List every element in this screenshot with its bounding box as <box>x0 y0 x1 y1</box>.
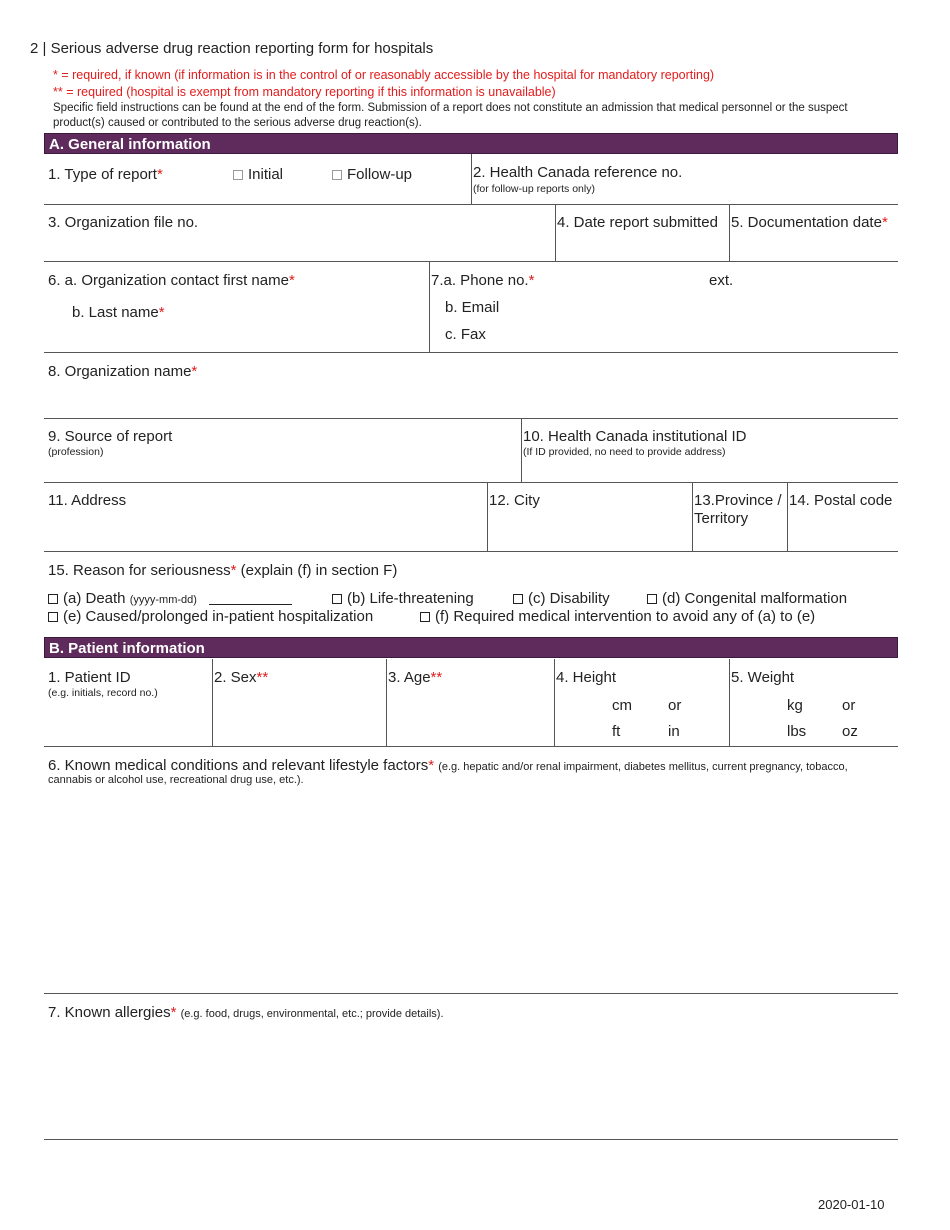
required2-note: ** = required (hospital is exempt from mandatory reporting if this information is unavailable) <box>53 85 556 99</box>
institutional-id-label: 10. Health Canada institutional ID <box>523 428 747 445</box>
disability-checkbox[interactable]: (c) Disability <box>513 590 610 607</box>
checkbox-icon <box>332 170 342 180</box>
required-note: * = required, if known (if information is in the control of or reasonably accessible by the hospital for mandatory reporting) <box>53 68 715 82</box>
checkbox-icon <box>420 612 430 622</box>
checkbox-icon <box>513 594 523 604</box>
sex-label: 2. Sex** <box>214 669 269 686</box>
kg-unit: kg <box>787 697 803 714</box>
hospitalization-checkbox[interactable]: (e) Caused/prolonged in-patient hospitalization <box>48 608 373 625</box>
documentation-date-label: 5. Documentation date* <box>731 214 888 231</box>
email-label: b. Email <box>445 299 500 316</box>
death-date-line[interactable] <box>209 604 292 605</box>
seriousness-label: 15. Reason for seriousness* (explain (f) in section F) <box>48 562 398 579</box>
weight-or: or <box>842 697 856 714</box>
fax-label: c. Fax <box>445 326 486 343</box>
cm-unit: cm <box>612 697 632 714</box>
checkbox-icon <box>48 612 58 622</box>
checkbox-icon <box>48 594 58 604</box>
contact-first-name-label: 6. a. Organization contact first name* <box>48 272 295 289</box>
org-file-label: 3. Organization file no. <box>48 214 199 231</box>
checkbox-icon <box>647 594 657 604</box>
hc-reference-label: 2. Health Canada reference no. <box>473 164 683 181</box>
hc-reference-sub: (for follow-up reports only) <box>473 183 595 195</box>
section-b-header: B. Patient information <box>44 637 898 658</box>
death-checkbox[interactable]: (a) Death (yyyy-mm-dd) <box>48 590 197 609</box>
lbs-unit: lbs <box>787 723 807 740</box>
follow-up-checkbox[interactable]: Follow-up <box>332 166 412 183</box>
allergies-label: 7. Known allergies* (e.g. food, drugs, environmental, etc.; provide details). <box>48 1004 444 1021</box>
instructions-note: Specific field instructions can be found at the end of the form. Submission of a report does not constitute an admission that medical personnel or the suspect product(s) caused or contributed to the serious adverse drug reaction(s). <box>53 102 848 129</box>
oz-unit: oz <box>842 723 858 740</box>
section-a-header: A. General information <box>44 133 898 154</box>
institutional-id-sub: (If ID provided, no need to provide address) <box>523 446 726 458</box>
address-label: 11. Address <box>48 492 127 509</box>
patient-id-label: 1. Patient ID <box>48 669 131 686</box>
medical-intervention-checkbox[interactable]: (f) Required medical intervention to avoid any of (a) to (e) <box>420 608 815 625</box>
checkbox-icon <box>233 170 243 180</box>
initial-checkbox[interactable]: Initial <box>233 166 283 183</box>
patient-id-sub: (e.g. initials, record no.) <box>48 687 158 699</box>
weight-label: 5. Weight <box>731 669 795 686</box>
height-or: or <box>668 697 682 714</box>
page-title: 2 | Serious adverse drug reaction reporting form for hospitals <box>30 40 434 57</box>
source-sub: (profession) <box>48 446 104 458</box>
last-name-label: b. Last name* <box>72 304 165 321</box>
conditions-sub: cannabis or alcohol use, recreational drug use, etc.). <box>48 774 304 786</box>
ext-label: ext. <box>709 272 734 289</box>
life-threatening-checkbox[interactable]: (b) Life-threatening <box>332 590 474 607</box>
province-label-1: 13.Province / <box>694 492 782 509</box>
ft-unit: ft <box>612 723 621 740</box>
conditions-label: 6. Known medical conditions and relevant lifestyle factors* (e.g. hepatic and/or renal impairment, diabetes mellitus, current pregnancy, tobacco, <box>48 757 848 774</box>
height-label: 4. Height <box>556 669 617 686</box>
postal-code-label: 14. Postal code <box>789 492 893 509</box>
checkbox-icon <box>332 594 342 604</box>
phone-label: 7.a. Phone no.* <box>431 272 535 289</box>
city-label: 12. City <box>489 492 540 509</box>
province-label-2: Territory <box>694 510 749 527</box>
in-unit: in <box>668 723 680 740</box>
source-label: 9. Source of report <box>48 428 173 445</box>
type-of-report-label: 1. Type of report* <box>48 166 163 183</box>
congenital-checkbox[interactable]: (d) Congenital malformation <box>647 590 847 607</box>
age-label: 3. Age** <box>388 669 443 686</box>
org-name-label: 8. Organization name* <box>48 363 198 380</box>
date-submitted-label: 4. Date report submitted <box>557 214 718 231</box>
footer-date: 2020-01-10 <box>818 1197 885 1212</box>
